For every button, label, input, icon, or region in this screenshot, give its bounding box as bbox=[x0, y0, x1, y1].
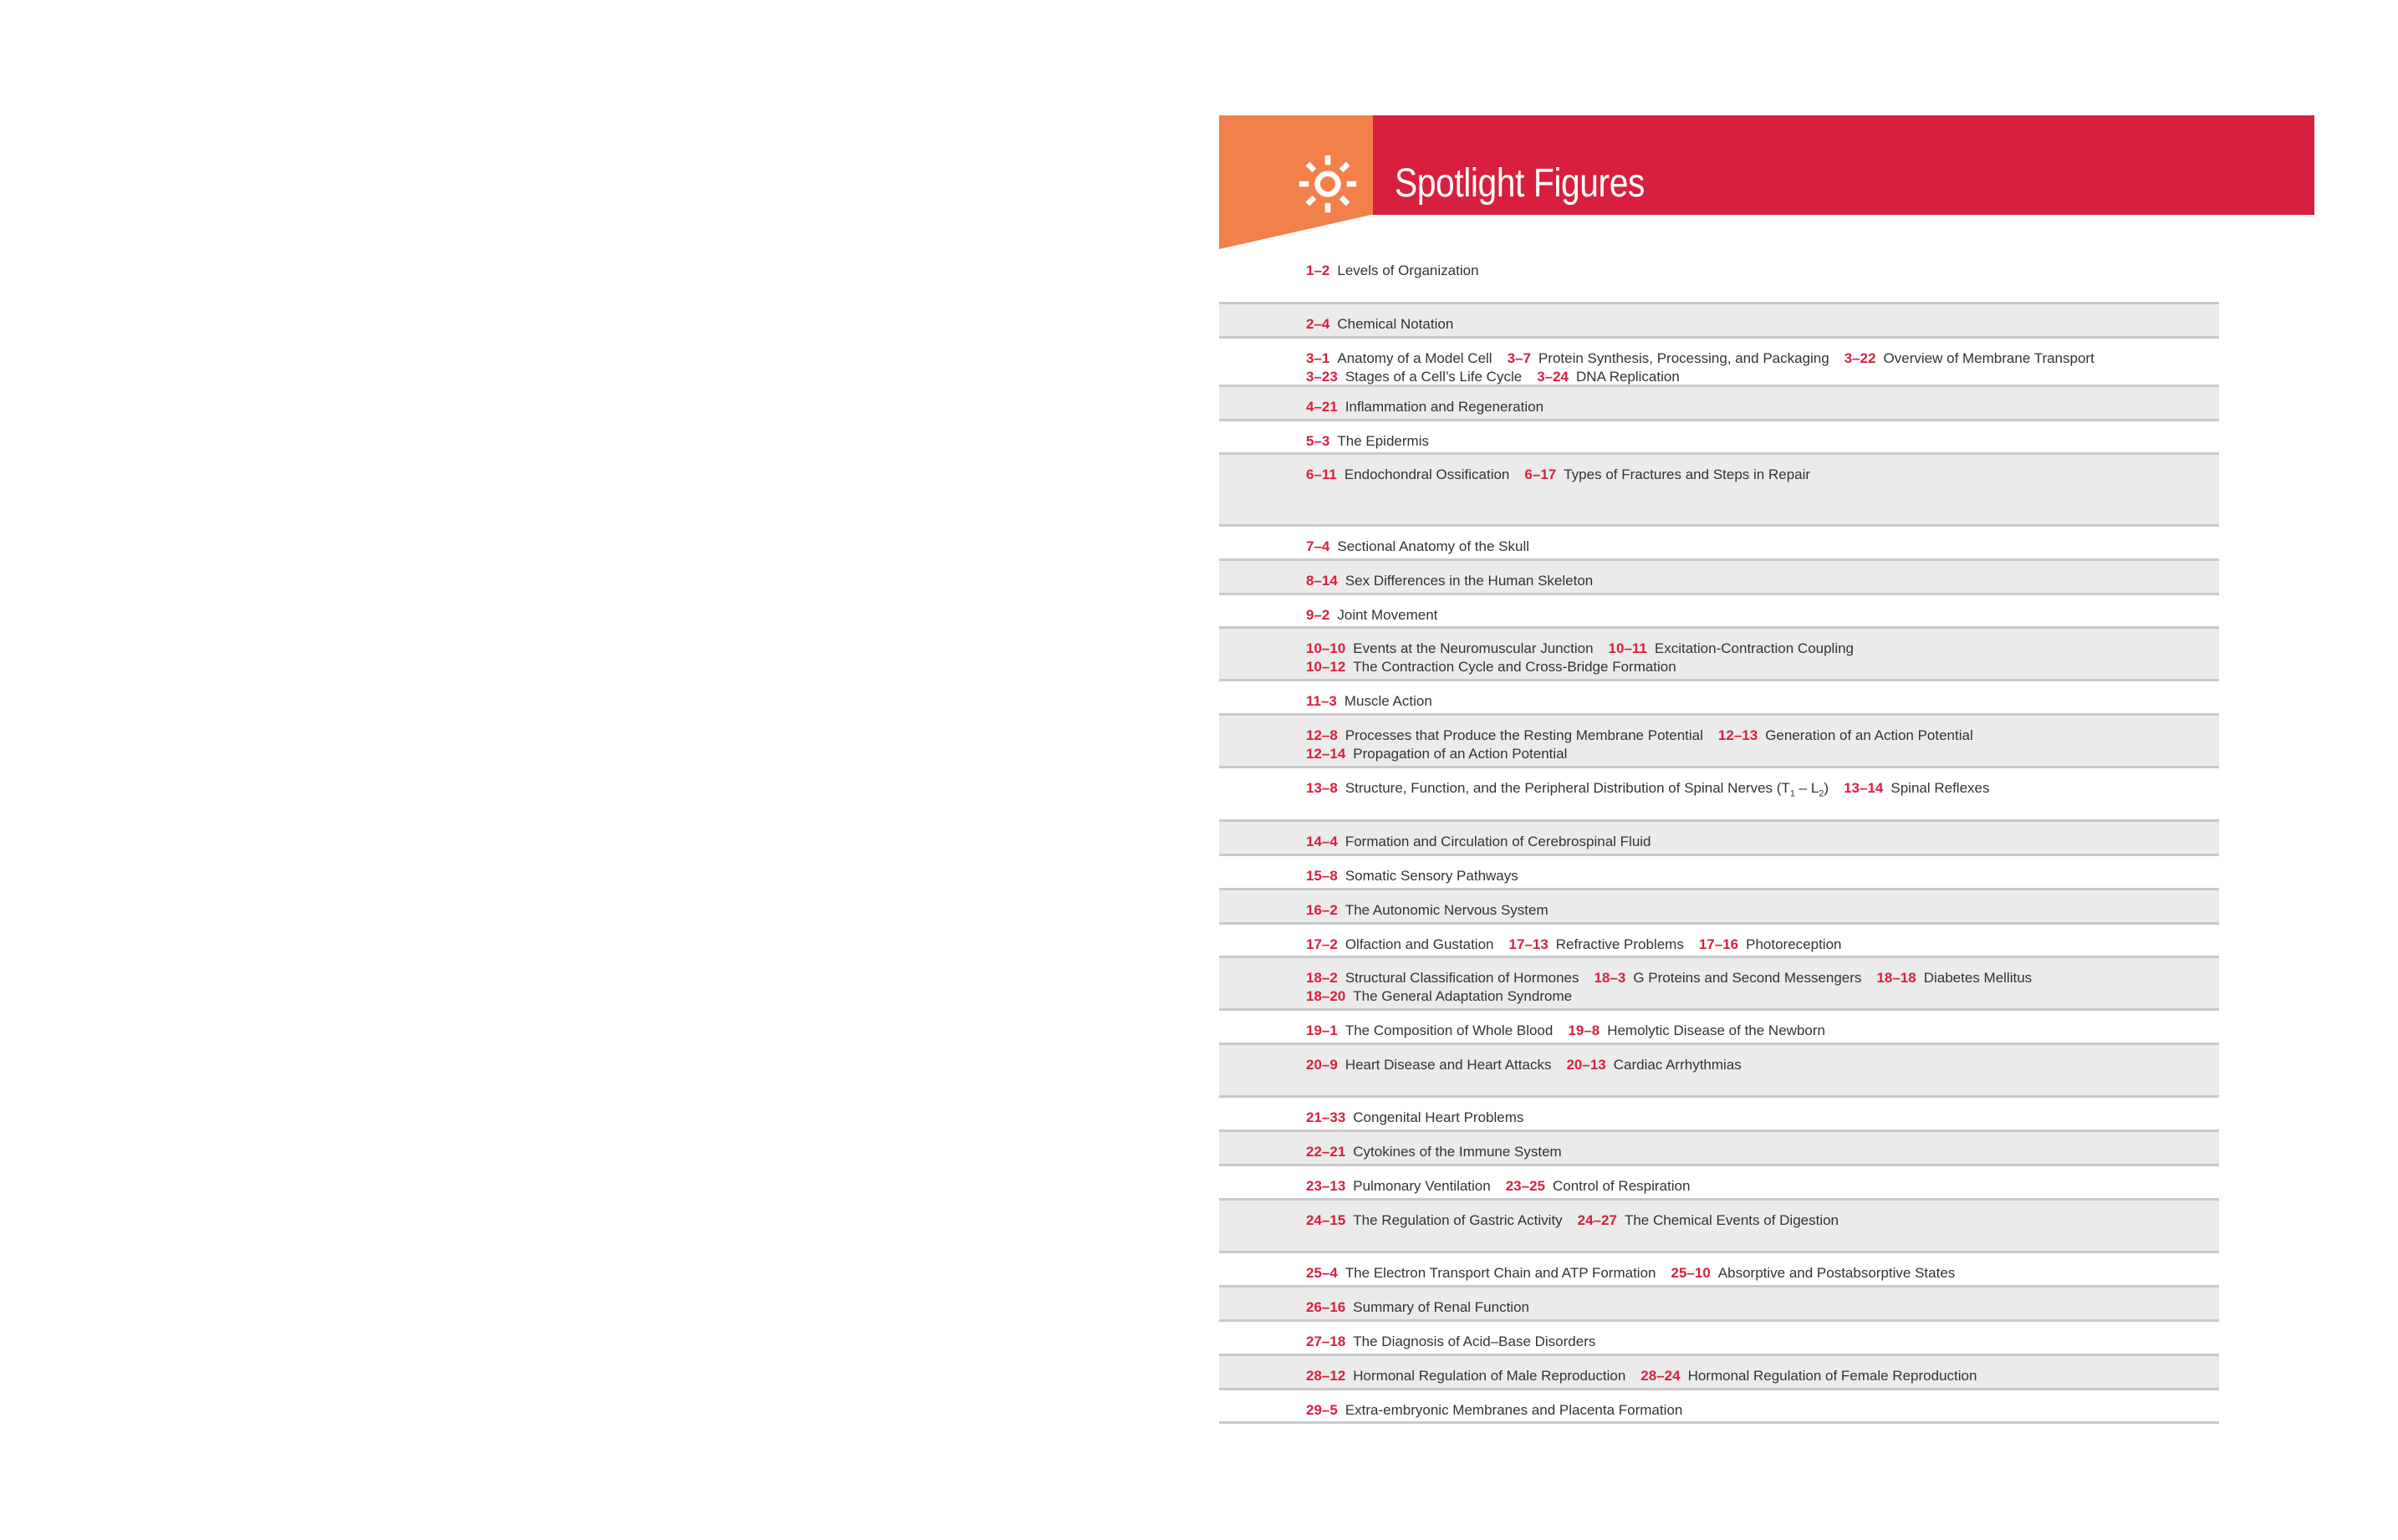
figure-title bbox=[1345, 834, 1651, 849]
list-item-line bbox=[1306, 1056, 2219, 1074]
figure-title-text: DNA Replication bbox=[1576, 369, 1680, 385]
figure-number: 4–21 bbox=[1306, 399, 1338, 415]
figure-number: 12–8 bbox=[1306, 727, 1338, 743]
list-item bbox=[1219, 681, 2219, 716]
figure-title bbox=[1344, 467, 1510, 482]
figure-title bbox=[1337, 350, 1492, 366]
list-item bbox=[1219, 822, 2219, 856]
figure-title-text: Hormonal Regulation of Male Reproduction bbox=[1353, 1368, 1626, 1384]
figure-number: 2–4 bbox=[1306, 316, 1330, 332]
list-item bbox=[1219, 527, 2219, 561]
figure-number: 23–25 bbox=[1505, 1178, 1545, 1194]
figure-number: 18–20 bbox=[1306, 988, 1346, 1004]
figure-number: 18–18 bbox=[1876, 970, 1916, 986]
figure-title bbox=[1345, 727, 1703, 743]
figure-title-text: Propagation of an Action Potential bbox=[1353, 746, 1568, 762]
figure-title bbox=[1884, 350, 2094, 366]
figure-title-text: Control of Respiration bbox=[1553, 1178, 1691, 1194]
figure-title bbox=[1337, 538, 1529, 554]
figure-title-text: Types of Fractures and Steps in Repair bbox=[1564, 467, 1811, 482]
list-item bbox=[1219, 251, 2219, 304]
figure-number: 9–2 bbox=[1306, 607, 1330, 623]
figure-title-text: Joint Movement bbox=[1337, 607, 1438, 623]
figure-title-text: Hormonal Regulation of Female Reproduction bbox=[1687, 1368, 1977, 1384]
figure-title-text: Structural Classification of Hormones bbox=[1344, 970, 1579, 986]
figure-number: 12–13 bbox=[1717, 727, 1758, 743]
figure-title-text: Diabetes Mellitus bbox=[1923, 970, 2033, 986]
figure-number: 20–13 bbox=[1566, 1057, 1606, 1073]
figure-title-text: Pulmonary Ventilation bbox=[1353, 1178, 1491, 1194]
figure-title bbox=[1890, 780, 1989, 796]
figure-number: 15–8 bbox=[1306, 868, 1338, 884]
list-item bbox=[1219, 1322, 2219, 1356]
figure-number: 6–11 bbox=[1306, 467, 1337, 482]
figure-number: 13–8 bbox=[1306, 780, 1338, 796]
list-item bbox=[1219, 958, 2219, 1011]
figure-number: 3–24 bbox=[1537, 369, 1569, 385]
list-item bbox=[1219, 629, 2219, 681]
list-item-line bbox=[1306, 1143, 2219, 1161]
figure-title-text: G Proteins and Second Messengers bbox=[1633, 970, 1862, 986]
subscript: 2 bbox=[1819, 788, 1824, 799]
figure-number: 10–11 bbox=[1608, 640, 1647, 656]
figure-number: 8–14 bbox=[1306, 573, 1338, 589]
list-item bbox=[1219, 339, 2219, 387]
figure-title bbox=[1746, 936, 1841, 952]
list-item-line bbox=[1306, 1401, 2219, 1420]
list-item-line bbox=[1306, 727, 2219, 745]
figure-number: 14–4 bbox=[1306, 834, 1338, 849]
list-item bbox=[1219, 1045, 2219, 1098]
figure-number: 26–16 bbox=[1306, 1299, 1346, 1315]
list-item bbox=[1219, 856, 2219, 890]
list-item bbox=[1219, 1201, 2219, 1253]
figure-number: 24–15 bbox=[1306, 1212, 1346, 1228]
list-item bbox=[1219, 925, 2219, 958]
list-item-line bbox=[1306, 1333, 2219, 1351]
figure-title-text: The Regulation of Gastric Activity bbox=[1353, 1212, 1563, 1228]
list-item-line bbox=[1306, 745, 2219, 763]
figure-title bbox=[1345, 399, 1543, 415]
list-item-line bbox=[1306, 1264, 2219, 1282]
figure-title bbox=[1344, 693, 1432, 709]
list-item-line bbox=[1306, 936, 2219, 954]
list-item bbox=[1219, 768, 2219, 822]
list-item-line bbox=[1306, 606, 2219, 625]
list-item bbox=[1219, 304, 2219, 339]
figure-title-text: The Autonomic Nervous System bbox=[1344, 902, 1548, 918]
figure-number: 17–13 bbox=[1508, 936, 1548, 952]
list-item-line bbox=[1306, 1367, 2219, 1385]
list-item bbox=[1219, 561, 2219, 595]
figure-title bbox=[1353, 988, 1572, 1004]
figure-title-text: Generation of an Action Potential bbox=[1765, 727, 1973, 743]
figure-number: 19–8 bbox=[1568, 1022, 1600, 1038]
figure-number: 16–2 bbox=[1306, 902, 1338, 918]
figure-title-text: Formation and Circulation of Cerebrospinal Fluid bbox=[1344, 834, 1651, 849]
figure-title bbox=[1353, 1109, 1523, 1125]
figure-title bbox=[1345, 1265, 1656, 1281]
figure-title-text: Heart Disease and Heart Attacks bbox=[1344, 1057, 1552, 1073]
figure-title bbox=[1688, 1368, 1977, 1384]
subscript: 1 bbox=[1789, 788, 1795, 799]
figure-title-text: The General Adaptation Syndrome bbox=[1353, 988, 1573, 1004]
figure-title bbox=[1353, 1333, 1595, 1349]
list-item bbox=[1219, 421, 2219, 455]
figure-title-text: Structure, Function, and the Peripheral Distribution of Spinal Nerves (T bbox=[1344, 780, 1790, 796]
figure-title bbox=[1345, 369, 1522, 385]
list-item bbox=[1219, 1356, 2219, 1390]
figure-title-text: Excitation-Contraction Coupling bbox=[1654, 640, 1855, 656]
figure-title bbox=[1353, 1299, 1529, 1315]
figure-title bbox=[1556, 936, 1684, 952]
list-item-line bbox=[1306, 315, 2219, 334]
figure-number: 13–14 bbox=[1844, 780, 1884, 796]
figure-title-text: Levels of Organization bbox=[1337, 263, 1479, 278]
figure-number: 28–12 bbox=[1306, 1368, 1346, 1384]
figure-number: 11–3 bbox=[1306, 693, 1337, 709]
figure-title-text: Summary of Renal Function bbox=[1353, 1299, 1529, 1315]
figure-number: 22–21 bbox=[1306, 1144, 1346, 1160]
list-item-line bbox=[1306, 1298, 2219, 1317]
figure-title-text: Olfaction and Gustation bbox=[1344, 936, 1494, 952]
figure-title bbox=[1337, 433, 1429, 449]
figure-title bbox=[1353, 1178, 1490, 1194]
figure-title bbox=[1765, 727, 1973, 743]
figure-title bbox=[1345, 1022, 1554, 1038]
figure-title-text: Hemolytic Disease of the Newborn bbox=[1607, 1022, 1825, 1038]
list-item bbox=[1219, 1390, 2219, 1424]
figure-title bbox=[1345, 1402, 1682, 1418]
figure-number: 23–13 bbox=[1306, 1178, 1346, 1194]
figure-number: 25–4 bbox=[1306, 1265, 1338, 1281]
list-item bbox=[1219, 387, 2219, 421]
figure-title-text: Absorptive and Postabsorptive States bbox=[1717, 1265, 1956, 1281]
page-title: Spotlight Figures bbox=[1395, 161, 1645, 206]
figure-number: 3–23 bbox=[1306, 369, 1338, 385]
list-item-line bbox=[1306, 368, 2219, 386]
figure-title-text: Processes that Produce the Resting Membrane Potential bbox=[1344, 727, 1703, 743]
figure-title-text: Sectional Anatomy of the Skull bbox=[1337, 538, 1530, 554]
list-item-line bbox=[1306, 572, 2219, 590]
figure-title-text: Endochondral Ossification bbox=[1344, 467, 1510, 482]
figure-title bbox=[1564, 467, 1810, 482]
figure-title-text: The Diagnosis of Acid–Base Disorders bbox=[1353, 1333, 1596, 1349]
figure-number: 12–14 bbox=[1306, 746, 1346, 762]
list-item-line bbox=[1306, 987, 2219, 1006]
figure-title-text: Cytokines of the Immune System bbox=[1353, 1144, 1562, 1160]
figure-number: 3–7 bbox=[1507, 350, 1531, 366]
figure-number: 27–18 bbox=[1306, 1333, 1346, 1349]
figure-number: 25–10 bbox=[1671, 1265, 1711, 1281]
figure-title-text: Congenital Heart Problems bbox=[1353, 1109, 1524, 1125]
figure-number: 10–12 bbox=[1306, 659, 1346, 675]
list-item bbox=[1219, 890, 2219, 925]
figure-title bbox=[1345, 970, 1579, 986]
figure-title-text: The Composition of Whole Blood bbox=[1344, 1022, 1554, 1038]
figure-title-text: The Contraction Cycle and Cross-Bridge Formation bbox=[1353, 659, 1676, 675]
figure-title bbox=[1718, 1265, 1956, 1281]
figure-title bbox=[1337, 316, 1453, 332]
figure-number: 18–2 bbox=[1306, 970, 1338, 986]
figure-title-text: Photoreception bbox=[1746, 936, 1842, 952]
figure-title-text: Stages of a Cell’s Life Cycle bbox=[1344, 369, 1523, 385]
figure-title bbox=[1353, 1368, 1625, 1384]
figure-title bbox=[1337, 263, 1478, 278]
figure-title-text: The Epidermis bbox=[1337, 433, 1429, 449]
figure-title-text: Overview of Membrane Transport bbox=[1883, 350, 2094, 366]
figure-title-text: The Electron Transport Chain and ATP Formation bbox=[1344, 1265, 1656, 1281]
figure-number: 20–9 bbox=[1306, 1057, 1338, 1073]
figure-title-text: Inflammation and Regeneration bbox=[1344, 399, 1544, 415]
figure-title bbox=[1576, 369, 1680, 385]
figure-number: 28–24 bbox=[1640, 1368, 1681, 1384]
figure-number: 21–33 bbox=[1306, 1109, 1346, 1125]
figure-title-text: Events at the Neuromuscular Junction bbox=[1353, 640, 1594, 656]
list-item-line bbox=[1306, 867, 2219, 885]
figure-number: 29–5 bbox=[1306, 1402, 1338, 1418]
figure-number: 18–3 bbox=[1594, 970, 1626, 986]
list-item-line bbox=[1306, 779, 2219, 798]
list-item-line bbox=[1306, 1022, 2219, 1040]
figure-title bbox=[1655, 640, 1854, 656]
figure-title bbox=[1353, 640, 1593, 656]
figure-title bbox=[1353, 1144, 1561, 1160]
list-item bbox=[1219, 1288, 2219, 1322]
figure-title bbox=[1353, 746, 1567, 762]
figure-title-text: Extra-embryonic Membranes and Placenta Formation bbox=[1344, 1402, 1683, 1418]
figure-number: 17–2 bbox=[1306, 936, 1338, 952]
list-item bbox=[1219, 1166, 2219, 1201]
figure-title bbox=[1345, 1057, 1552, 1073]
list-item bbox=[1219, 1011, 2219, 1045]
figure-title bbox=[1614, 1057, 1742, 1073]
figure-title-text: Protein Synthesis, Processing, and Packaging bbox=[1538, 350, 1829, 366]
list-item-line bbox=[1306, 398, 2219, 416]
list-item-line bbox=[1306, 692, 2219, 711]
list-item bbox=[1219, 1253, 2219, 1288]
figure-number: 10–10 bbox=[1306, 640, 1346, 656]
figure-title bbox=[1553, 1178, 1690, 1194]
list-item-line bbox=[1306, 1211, 2219, 1230]
figure-title bbox=[1353, 659, 1676, 675]
list-item-line bbox=[1306, 901, 2219, 920]
title-fragment: ) bbox=[1824, 780, 1829, 796]
figure-number: 5–3 bbox=[1306, 433, 1330, 449]
figure-title bbox=[1633, 970, 1861, 986]
figure-number: 24–27 bbox=[1577, 1212, 1617, 1228]
list-item-line bbox=[1306, 538, 2219, 556]
figure-number: 6–17 bbox=[1524, 467, 1557, 482]
list-item-line bbox=[1306, 658, 2219, 676]
list-item-line bbox=[1306, 466, 2219, 484]
figure-title bbox=[1353, 1212, 1562, 1228]
figure-number: 1–2 bbox=[1306, 263, 1330, 278]
figure-number: 3–1 bbox=[1306, 350, 1330, 366]
figure-title bbox=[1625, 1212, 1839, 1228]
list-item-line bbox=[1306, 349, 2219, 368]
figure-title-text: Chemical Notation bbox=[1337, 316, 1454, 332]
list-item-line bbox=[1306, 640, 2219, 658]
list-item-line bbox=[1306, 262, 2219, 280]
sun-icon bbox=[1296, 152, 1360, 216]
list-item bbox=[1219, 595, 2219, 629]
figure-title bbox=[1924, 970, 2032, 986]
figure-title-text: Muscle Action bbox=[1344, 693, 1432, 709]
figure-title bbox=[1345, 573, 1593, 589]
figure-title-text: Spinal Reflexes bbox=[1890, 780, 1990, 796]
figure-title-text: The Chemical Events of Digestion bbox=[1624, 1212, 1839, 1228]
figure-title bbox=[1345, 936, 1494, 952]
figure-title-text: Sex Differences in the Human Skeleton bbox=[1344, 573, 1594, 589]
list-item-line bbox=[1306, 1177, 2219, 1196]
list-item bbox=[1219, 716, 2219, 768]
figure-title-text: Somatic Sensory Pathways bbox=[1344, 868, 1518, 884]
figure-title-text: Cardiac Arrhythmias bbox=[1613, 1057, 1742, 1073]
figure-title bbox=[1538, 350, 1829, 366]
figure-title bbox=[1345, 902, 1548, 918]
figure-number: 19–1 bbox=[1306, 1022, 1338, 1038]
figure-title-text: Refractive Problems bbox=[1555, 936, 1684, 952]
list-item-line bbox=[1306, 969, 2219, 987]
figure-title-text: Anatomy of a Model Cell bbox=[1337, 350, 1492, 366]
figure-number: 17–16 bbox=[1698, 936, 1739, 952]
figure-title bbox=[1344, 780, 1829, 799]
figure-title bbox=[1345, 868, 1518, 884]
figure-title bbox=[1607, 1022, 1825, 1038]
list-item bbox=[1219, 1098, 2219, 1132]
figure-number: 3–22 bbox=[1844, 350, 1876, 366]
spotlight-figure-list bbox=[1219, 251, 2219, 1424]
figure-number: 7–4 bbox=[1306, 538, 1330, 554]
list-item bbox=[1219, 1132, 2219, 1166]
title-fragment: – L bbox=[1794, 780, 1819, 796]
list-item-line bbox=[1306, 1109, 2219, 1127]
list-item bbox=[1219, 455, 2219, 527]
list-item-line bbox=[1306, 432, 2219, 451]
list-item-line bbox=[1306, 833, 2219, 851]
figure-title bbox=[1337, 607, 1437, 623]
